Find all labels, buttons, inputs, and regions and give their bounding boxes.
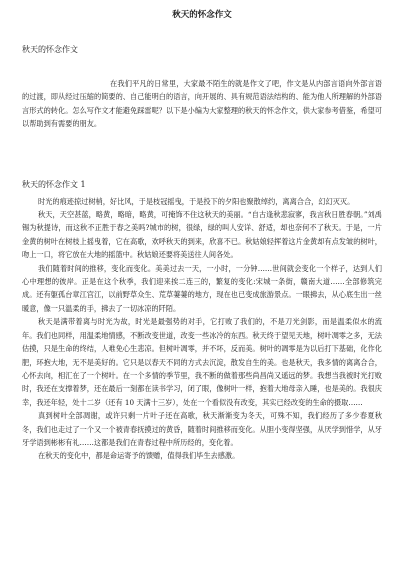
essay-paragraph: 时光的痕迹掠过树梢，好比风，于是枝冠摇曳，于是投下的夕阳也聚散绰约，离离合合，幻幻灭灭。 [38, 196, 355, 206]
essay-paragraph: 在秋天的变化中，都是命运寄予的馈赠，值得我们毕生去感激。 [38, 451, 240, 461]
document-title: 秋天的怀念作文 [172, 10, 232, 20]
essay-paragraph: 我们随着时间的推移，变化而变化。美美过去一天，一小时，一分钟……世间就会变化一个样子，达到人们心中理想的彼岸。正是在这个秋季，我们迎来挨二连三的，繁复的变化:宋城一条街，赣南大道……全部修筑完成。还有躯孤台章江宫江，以前野草众生、荒草萋萋的地方，现在也已变成旅游景点。一眼拂去，从心底生出一丝暖意，像一只温柔的手，拂去了一切冰凉的阡陌。 [22, 263, 382, 313]
essay-paragraph: 真到树叶全部凋谢，或许只剩一片叶子还在高歌，秋天渐渐变为冬天，可殊不知，我们经历了多少春夏秋冬，我们也走过了一个又一个被青春抚摸过的黄昏，随着时间推移而变化。从胆小变得坚强，从厌学到惜学，从牙牙学语到彬彬有礼……这都是我们在青春过程中所历经的，变化着。 [22, 411, 382, 447]
spacer [22, 131, 382, 179]
intro-paragraph: 在我们平凡的日常里，大家最不陌生的就是作文了吧，作文是从内部言语向外部言语的过渡，即从经过压缩的简要的、自己能明白的语言，向开展的、具有规范语法结构的、能为他人所理解的外部语言形式的转化。怎么写作文才能避免踩雷呢？以下是小编为大家整理的秋天的怀念作文，供大家参考借鉴，希望可以帮助到有需要的朋友。 [22, 79, 382, 129]
section-title: 秋天的怀念作文 [22, 45, 78, 54]
essay-body [22, 195, 382, 463]
essay-paragraph: 秋天是满带着离与时光为故，时光是最强势的对手，它打败了我们的，不是刀光剑影，而是温柔似水的流年。我们也同样，用温柔地情感，不断改变世道，改变一些冰冷的东西。秋天终于望见天地，树叶凋零之多，无法估摸，只是生命的终结，人难免心生悲凉。但树叶凋零，并不坏，反而美。树叶的凋零是为以后打下基础，化作化肥，环抱大地，无不是美好的。它只是以春天不同的方式去沉淀，散发自生的美。也是秋天，我多情的离离合合，心怀去向，相汇在了一个树叶。在一个多情的季节里，我不断的做着那些尚昌尚又遥远的梦。我想当我被时光打败时，我还在支撑着梦，还在最后一刻都在读书学习，闭了眼，像树叶一样，抱着大地母亲入睡，也是美的。我很庆幸，我还年轻，处十二岁（还有 10 天满十三岁），处在一个看似没有改变，其实已经改变的生命的摄取…… [22, 317, 382, 407]
essay-heading: 秋天的怀念作文 1 [22, 179, 86, 189]
essay-paragraph: 秋天，天空甚蓝，略黄，略暗，略黄，可掩饰不住这秋天的美丽。“自古逢秋悲寂寥，我言秋日胜春朝。”刘禹锡为秋提诗，而这秋不正胜于春之美吗?城市的树，很绿，绿的叫人安详、舒适，却也奈何不了秋天。于是，一片金黄的树叶在树枝上摇曳着，它在高歌，欢呼秋天的到来，欣喜不已。秋姑娘轻挥着这片金黄却有点发皱的树叶，吻上一口，将它放在大地的摇篮中。秋姑娘还要将美送往人间各处。 [22, 210, 382, 260]
